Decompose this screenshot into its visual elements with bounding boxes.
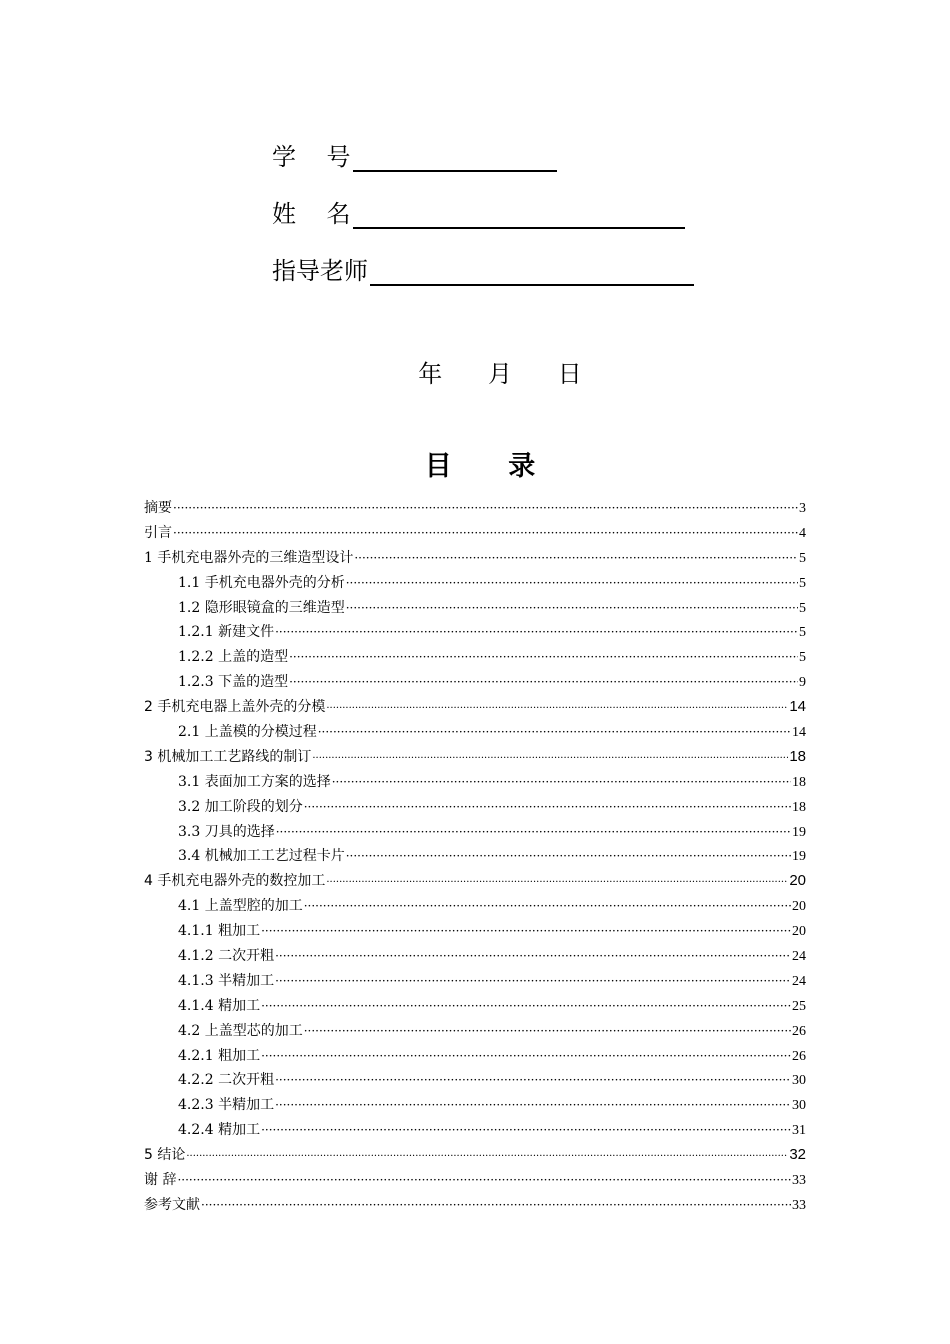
toc-entry-page-number: 5	[799, 650, 806, 666]
toc-leader-dots	[332, 770, 791, 795]
toc-leader-dots	[275, 944, 791, 969]
toc-leader-dots	[275, 1068, 791, 1093]
student-id-field	[272, 132, 694, 172]
toc-entry[interactable]	[144, 1019, 806, 1044]
toc-entry[interactable]	[144, 745, 806, 770]
toc-entry-title: 5 结论	[144, 1147, 186, 1164]
toc-entry[interactable]	[144, 670, 806, 695]
toc-leader-dots	[173, 496, 798, 521]
toc-entry[interactable]	[144, 944, 806, 969]
toc-entry-page-number: 14	[789, 698, 806, 716]
toc-entry-page-number: 20	[792, 924, 806, 940]
toc-entry-page-number: 14	[792, 725, 806, 741]
toc-entry-page-number: 3	[799, 501, 806, 516]
toc-leader-dots	[186, 1145, 788, 1170]
toc-entry[interactable]	[144, 1193, 806, 1218]
toc-entry[interactable]	[144, 1118, 806, 1143]
toc-entry-page-number: 24	[792, 949, 806, 965]
toc-entry[interactable]	[144, 770, 806, 795]
toc-entry[interactable]	[144, 620, 806, 645]
toc-entry-title: 4.1.3 半精加工	[178, 972, 275, 989]
toc-leader-dots	[261, 1044, 791, 1069]
toc-entry-page-number: 33	[792, 1173, 806, 1189]
toc-leader-dots	[261, 919, 791, 944]
advisor-label: 指导老师	[272, 257, 368, 285]
toc-leader-dots	[312, 747, 788, 772]
toc-entry-title: 4.2.1 粗加工	[178, 1047, 261, 1064]
student-id-label: 学 号	[272, 143, 351, 171]
toc-entry-page-number: 20	[789, 872, 806, 890]
toc-entry-page-number: 18	[792, 799, 806, 815]
advisor-blank-line	[370, 256, 694, 286]
toc-leader-dots	[346, 571, 798, 596]
toc-entry[interactable]	[144, 844, 806, 869]
advisor-field	[272, 246, 694, 286]
toc-entry-page-number: 5	[799, 550, 806, 566]
student-id-blank-line	[353, 142, 557, 172]
toc-entry[interactable]	[144, 1093, 806, 1118]
toc-entry[interactable]	[144, 1168, 806, 1193]
toc-entry[interactable]	[144, 546, 806, 571]
toc-entry[interactable]	[144, 894, 806, 919]
toc-entry-page-number: 4	[799, 525, 806, 541]
toc-entry-title: 1.2.2 上盖的造型	[178, 649, 289, 666]
toc-entry-title: 3.2 加工阶段的划分	[178, 798, 303, 815]
toc-entry-title: 摘要	[144, 500, 172, 516]
toc-entry-title: 1.2.1 新建文件	[178, 624, 275, 641]
toc-leader-dots	[304, 795, 791, 820]
toc-leader-dots	[326, 871, 788, 896]
toc-leader-dots	[275, 969, 791, 994]
toc-entry[interactable]	[144, 969, 806, 994]
toc-entry-page-number: 32	[789, 1146, 806, 1164]
toc-entry-title: 3.1 表面加工方案的选择	[178, 773, 331, 790]
toc-entry-page-number: 33	[792, 1197, 806, 1213]
toc-entry-title: 1.1 手机充电器外壳的分析	[178, 574, 345, 591]
cover-info	[272, 132, 694, 303]
toc-leader-dots	[304, 894, 791, 919]
toc-leader-dots	[304, 1019, 791, 1044]
toc-entry[interactable]	[144, 645, 806, 670]
toc-entry-page-number: 30	[792, 1073, 806, 1089]
toc-entry-title: 4.2 上盖型芯的加工	[178, 1022, 303, 1039]
toc-entry-page-number: 9	[799, 675, 806, 691]
toc-leader-dots	[354, 546, 798, 571]
toc-entry-page-number: 26	[792, 1023, 806, 1039]
toc-entry-page-number: 18	[792, 774, 806, 790]
toc-entry[interactable]	[144, 820, 806, 845]
name-field	[272, 189, 694, 229]
toc-leader-dots	[261, 994, 791, 1019]
toc-leader-dots	[346, 596, 798, 621]
toc-leader-dots	[275, 620, 798, 645]
toc-entry-page-number: 25	[792, 998, 806, 1014]
toc-entry-page-number: 26	[792, 1048, 806, 1064]
toc-entry-page-number: 19	[792, 849, 806, 865]
toc-entry-title: 参考文献	[144, 1196, 200, 1213]
toc-entry[interactable]	[144, 1068, 806, 1093]
toc-leader-dots	[173, 521, 798, 546]
toc-entry[interactable]	[144, 1143, 806, 1168]
toc-entry-page-number: 24	[792, 973, 806, 989]
toc-entry[interactable]	[144, 521, 806, 546]
toc-entry[interactable]	[144, 571, 806, 596]
toc-entry-title: 4.1.1 粗加工	[178, 923, 261, 940]
toc-entry-page-number: 5	[799, 575, 806, 591]
toc-leader-dots	[177, 1168, 791, 1193]
toc-leader-dots	[276, 820, 791, 845]
toc-entry[interactable]	[144, 869, 806, 894]
toc-entry-title: 谢 辞	[144, 1172, 177, 1189]
toc-entry-title: 4.2.2 二次开粗	[178, 1072, 275, 1089]
toc-entry-page-number: 18	[789, 747, 806, 765]
toc-leader-dots	[201, 1193, 791, 1218]
toc-entry[interactable]	[144, 720, 806, 745]
toc-title: 目 录	[424, 451, 536, 482]
toc-leader-dots	[318, 720, 791, 745]
toc-entry-page-number: 5	[799, 625, 806, 641]
toc-entry-title: 4.1.4 精加工	[178, 997, 261, 1014]
toc-entry-title: 4.1 上盖型腔的加工	[178, 898, 303, 915]
toc-entry[interactable]	[144, 695, 806, 720]
toc-leader-dots	[289, 670, 798, 695]
date-line: 年 月 日	[418, 360, 582, 388]
toc-entry-page-number: 31	[792, 1123, 806, 1139]
toc-entry-title: 2.1 上盖模的分模过程	[178, 724, 317, 741]
toc-leader-dots	[275, 1093, 791, 1118]
toc-entry-title: 1.2.3 下盖的造型	[178, 674, 289, 691]
toc-entry-title: 2 手机充电器上盖外壳的分模	[144, 699, 326, 716]
toc-entry-title: 3.4 机械加工工艺过程卡片	[178, 848, 345, 865]
toc-leader-dots	[346, 844, 791, 869]
toc-entry-title: 4.2.3 半精加工	[178, 1097, 275, 1114]
toc-entry-title: 1.2 隐形眼镜盒的三维造型	[178, 599, 345, 616]
table-of-contents	[144, 496, 806, 1218]
toc-entry-title: 4 手机充电器外壳的数控加工	[144, 873, 326, 890]
toc-entry-page-number: 20	[792, 899, 806, 915]
toc-entry-title: 3.3 刀具的选择	[178, 823, 275, 840]
toc-entry-title: 引言	[144, 524, 172, 541]
toc-entry[interactable]	[144, 795, 806, 820]
toc-entry-title: 4.2.4 精加工	[178, 1122, 261, 1139]
toc-leader-dots	[289, 645, 798, 670]
toc-entry[interactable]	[144, 496, 806, 521]
name-label: 姓 名	[272, 200, 351, 228]
toc-entry[interactable]	[144, 1044, 806, 1069]
toc-entry[interactable]	[144, 919, 806, 944]
toc-entry-page-number: 19	[792, 824, 806, 840]
toc-entry-page-number: 5	[799, 600, 806, 616]
toc-leader-dots	[261, 1118, 791, 1143]
name-blank-line	[353, 199, 685, 229]
toc-entry-title: 4.1.2 二次开粗	[178, 948, 275, 965]
toc-leader-dots	[326, 697, 788, 722]
toc-entry-title: 1 手机充电器外壳的三维造型设计	[144, 549, 354, 566]
toc-entry-title: 3 机械加工工艺路线的制订	[144, 748, 312, 765]
toc-entry[interactable]	[144, 596, 806, 621]
toc-entry[interactable]	[144, 994, 806, 1019]
toc-entry-page-number: 30	[792, 1098, 806, 1114]
